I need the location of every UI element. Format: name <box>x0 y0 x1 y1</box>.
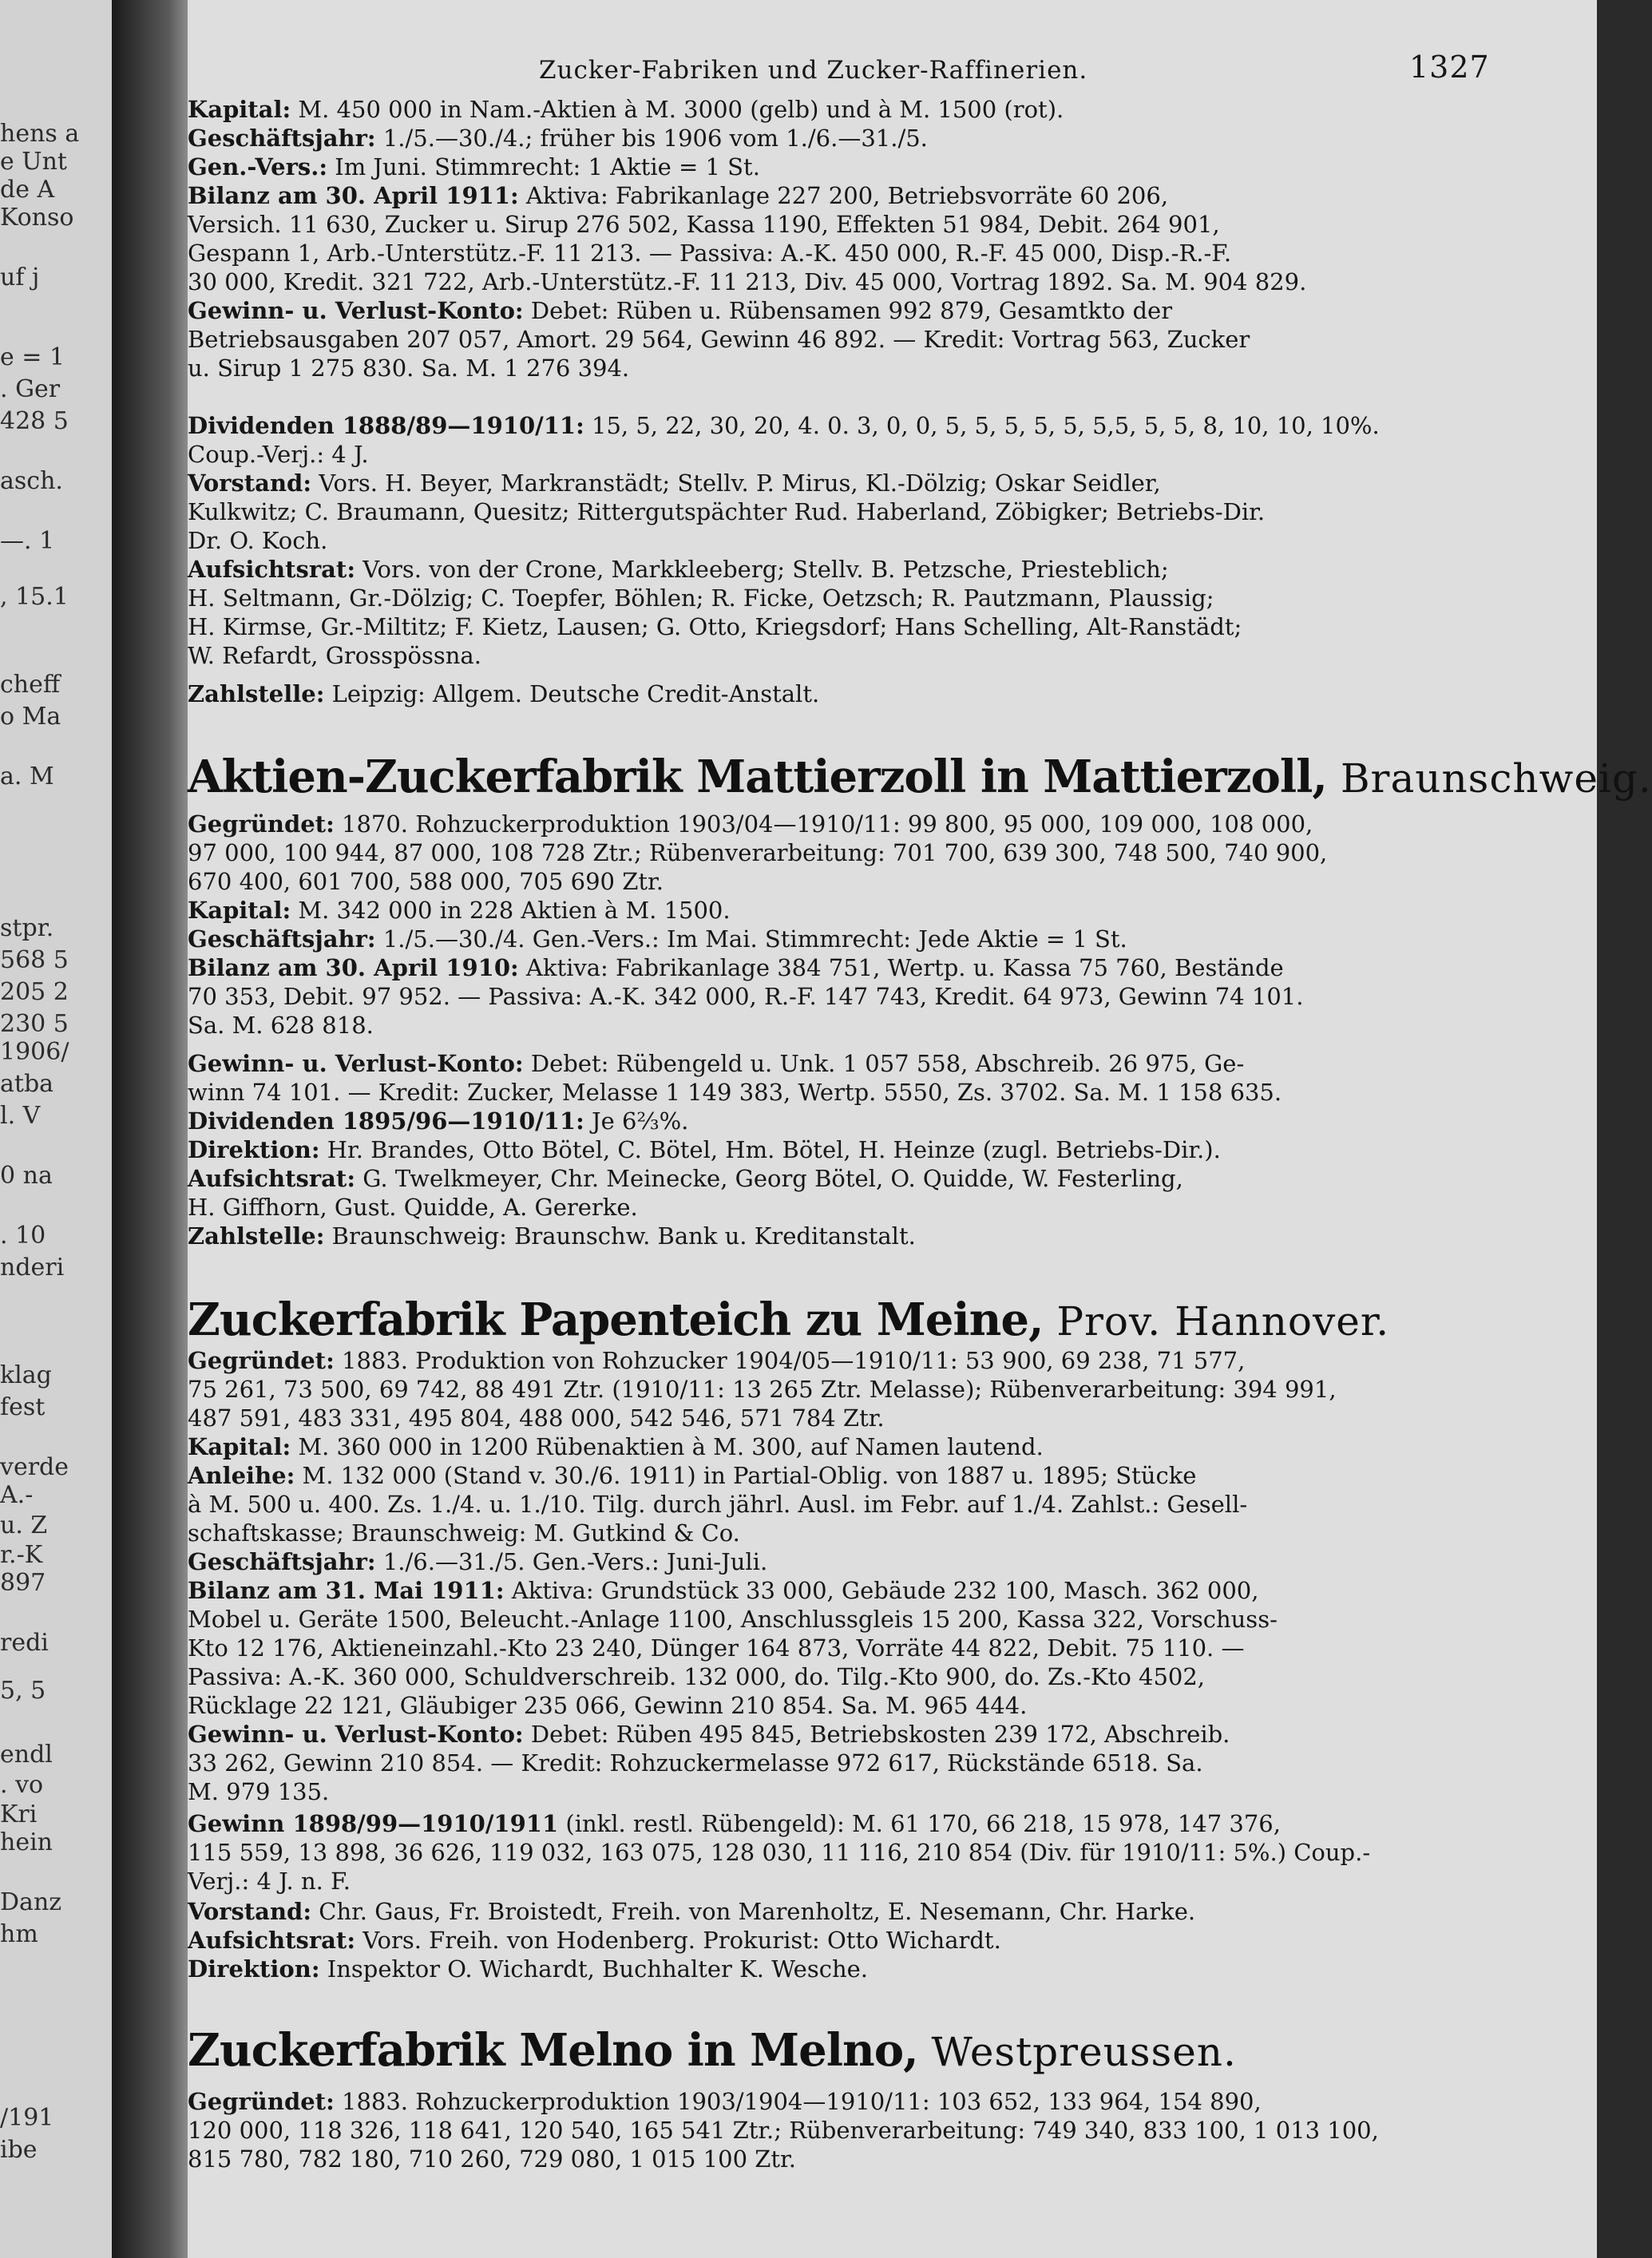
field-text: Mobel u. Geräte 1500, Beleucht.-Anlage 1100, Anschlussgleis 15 200, Kassa 322, Vorschuss- <box>188 1606 1278 1633</box>
field-label: Dividenden 1888/89—1910/11: <box>188 412 584 439</box>
entry-line <box>188 1519 1489 1547</box>
left-page-line: stpr. <box>0 914 54 942</box>
field-text: Kto 12 176, Aktieneinzahl.-Kto 23 240, Dünger 164 873, Vorräte 44 822, Debit. 75 110. — <box>188 1634 1245 1662</box>
field-text: H. Kirmse, Gr.-Miltitz; F. Kietz, Lausen; G. Otto, Kriegsdorf; Hans Schelling, Alt-Ranstädt; <box>188 613 1242 640</box>
field-label: Dividenden 1895/96—1910/11: <box>188 1107 584 1135</box>
entry-line <box>188 2117 1489 2144</box>
left-page-line: , 15.1 <box>0 583 69 611</box>
left-page-line: A.- <box>0 1481 34 1509</box>
entry-line <box>188 1194 1489 1221</box>
field-label: Anleihe: <box>188 1462 295 1489</box>
field-text: H. Giffhorn, Gust. Quidde, A. Gererke. <box>188 1194 638 1221</box>
left-page-line: Kri <box>0 1800 38 1828</box>
field-label: Geschäftsjahr: <box>188 1548 376 1575</box>
entry-line <box>188 1012 1489 1039</box>
left-page-line: klag <box>0 1361 52 1389</box>
entry-line <box>188 1606 1489 1633</box>
field-text: Coup.-Verj.: 4 J. <box>188 441 369 468</box>
entry-line <box>188 1462 1489 1489</box>
entry-line <box>188 983 1489 1010</box>
entry-line <box>188 1721 1489 1748</box>
field-text: Je 6⅔%. <box>584 1107 689 1135</box>
entry-line <box>188 1079 1489 1106</box>
left-page-line: —. 1 <box>0 527 55 555</box>
field-text: Dr. O. Koch. <box>188 527 328 554</box>
left-page-line: nderi <box>0 1254 65 1282</box>
left-page-line: a. M <box>0 763 54 790</box>
left-page-line: 230 5 <box>0 1010 69 1038</box>
field-text: 487 591, 483 331, 495 804, 488 000, 542 546, 571 784 Ztr. <box>188 1404 885 1432</box>
left-page-line: verde <box>0 1453 69 1481</box>
entry-line <box>188 326 1489 353</box>
company-title <box>188 1293 1389 1346</box>
field-text: M. 132 000 (Stand v. 30./6. 1911) in Partial-Oblig. von 1887 u. 1895; Stücke <box>295 1462 1197 1489</box>
field-text: Leipzig: Allgem. Deutsche Credit-Anstalt. <box>324 680 820 707</box>
field-text: (inkl. restl. Rübengeld): M. 61 170, 66 218, 15 978, 147 376, <box>558 1810 1281 1837</box>
field-label: Gen.-Vers.: <box>188 153 328 180</box>
company-name: Aktien-Zuckerfabrik Mattierzoll in Mattierzoll, <box>188 751 1327 803</box>
field-text: 1./5.—30./4.; früher bis 1906 vom 1./6.—31./5. <box>375 125 928 152</box>
field-text: W. Refardt, Grosspössna. <box>188 642 481 669</box>
field-text: Gespann 1, Arb.-Unterstütz.-F. 11 213. — Passiva: A.-K. 450 000, R.-F. 45 000, Disp.-R.-F. <box>188 240 1232 267</box>
company-title <box>188 751 1652 803</box>
entry-line <box>188 2145 1489 2173</box>
entry-line <box>188 1107 1489 1135</box>
field-label: Geschäftsjahr: <box>188 125 376 152</box>
field-text: M. 979 135. <box>188 1778 330 1805</box>
entry-line <box>188 1810 1489 1837</box>
entry-line <box>188 1868 1489 1895</box>
field-label: Bilanz am 31. Mai 1911: <box>188 1577 505 1604</box>
field-label: Aufsichtsrat: <box>188 556 356 583</box>
field-text: M. 342 000 in 228 Aktien à M. 1500. <box>291 897 731 924</box>
field-text: H. Seltmann, Gr.-Dölzig; C. Toepfer, Böhlen; R. Ficke, Oetzsch; R. Pautzmann, Plaussig; <box>188 584 1214 612</box>
entry-line <box>188 1927 1489 1954</box>
left-page-line: u. Z <box>0 1511 48 1539</box>
field-label: Gewinn 1898/99—1910/1911 <box>188 1810 559 1837</box>
left-page-line: e = 1 <box>0 343 65 371</box>
field-text: Im Juni. Stimmrecht: 1 Aktie = 1 St. <box>327 153 760 180</box>
entry-line <box>188 211 1489 238</box>
entry-line <box>188 1898 1489 1925</box>
left-page-line: 0 na <box>0 1162 53 1190</box>
field-text: 75 261, 73 500, 69 742, 88 491 Ztr. (1910/11: 13 265 Ztr. Melasse); Rübenverarbeitung: 394 991, <box>188 1376 1337 1403</box>
left-page-line: 568 5 <box>0 946 69 974</box>
entry-line <box>188 1136 1489 1163</box>
field-text: Inspektor O. Wichardt, Buchhalter K. Wesche. <box>319 1955 869 1983</box>
field-text: Versich. 11 630, Zucker u. Sirup 276 502, Kassa 1190, Effekten 51 984, Debit. 264 901, <box>188 211 1220 238</box>
field-label: Direktion: <box>188 1136 320 1163</box>
left-page-line: fest <box>0 1393 46 1421</box>
left-page-line: redi <box>0 1629 49 1657</box>
entry-line <box>188 1955 1489 1983</box>
field-text: Betriebsausgaben 207 057, Amort. 29 564, Gewinn 46 892. — Kredit: Vortrag 563, Zucker <box>188 326 1250 353</box>
field-label: Bilanz am 30. April 1911: <box>188 182 519 209</box>
entry-line <box>188 1165 1489 1192</box>
field-text: M. 450 000 in Nam.-Aktien à M. 3000 (gelb) und à M. 1500 (rot). <box>291 96 1064 123</box>
field-text: 33 262, Gewinn 210 854. — Kredit: Rohzuckermelasse 972 617, Rückstände 6518. Sa. <box>188 1749 1203 1777</box>
left-page-line: 5, 5 <box>0 1677 46 1705</box>
entry-line <box>188 1548 1489 1575</box>
entry-line <box>188 1404 1489 1432</box>
field-text: 120 000, 118 326, 118 641, 120 540, 165 541 Ztr.; Rübenverarbeitung: 749 340, 833 100, 1 013 100, <box>188 2117 1379 2144</box>
field-text: Chr. Gaus, Fr. Broistedt, Freih. von Marenholtz, E. Nesemann, Chr. Harke. <box>311 1898 1196 1925</box>
left-page-line: e Unt <box>0 148 67 176</box>
field-text: Rücklage 22 121, Gläubiger 235 066, Gewinn 210 854. Sa. M. 965 444. <box>188 1692 1028 1719</box>
entry-line <box>188 355 1489 382</box>
field-text: 30 000, Kredit. 321 722, Arb.-Unterstütz.-F. 11 213, Div. 45 000, Vortrag 1892. Sa. M. 904 829. <box>188 268 1307 295</box>
field-text: Sa. M. 628 818. <box>188 1012 374 1039</box>
entry-line <box>188 925 1489 953</box>
left-page-line: . Ger <box>0 375 61 403</box>
left-page-line: cheff <box>0 671 61 699</box>
field-text: Braunschweig: Braunschw. Bank u. Kreditanstalt. <box>324 1222 916 1250</box>
left-page-line: hens a <box>0 120 80 148</box>
field-text: Debet: Rübengeld u. Unk. 1 057 558, Abschreib. 26 975, Ge- <box>523 1050 1245 1077</box>
field-label: Gegründet: <box>188 2088 335 2115</box>
field-label: Gegründet: <box>188 1347 335 1374</box>
entry-line <box>188 1692 1489 1719</box>
company-name: Zuckerfabrik Melno in Melno, <box>188 2024 918 2077</box>
left-page-line: o Ma <box>0 703 61 731</box>
entry-line <box>188 297 1489 324</box>
entry-line <box>188 240 1489 267</box>
page-number: 1327 <box>1409 50 1490 85</box>
entry-line <box>188 96 1489 123</box>
field-text: Aktiva: Grundstück 33 000, Gebäude 232 100, Masch. 362 000, <box>504 1577 1259 1604</box>
entry-line <box>188 584 1489 612</box>
left-page-line: de A <box>0 176 55 204</box>
entry-line <box>188 613 1489 640</box>
entry-line <box>188 954 1489 981</box>
entry-line <box>188 125 1489 152</box>
entry-line <box>188 469 1489 497</box>
left-page-line: 1906/ <box>0 1038 69 1066</box>
field-label: Vorstand: <box>188 1898 312 1925</box>
field-label: Geschäftsjahr: <box>188 925 376 953</box>
left-page-line: Konso <box>0 204 74 232</box>
left-page-line: 428 5 <box>0 407 69 435</box>
field-text: Hr. Brandes, Otto Bötel, C. Bötel, Hm. Bötel, H. Heinze (zugl. Betriebs-Dir.). <box>319 1136 1221 1163</box>
entry-line <box>188 1749 1489 1777</box>
field-text: 670 400, 601 700, 588 000, 705 690 Ztr. <box>188 868 664 895</box>
entry-line <box>188 868 1489 895</box>
entry-line <box>188 1634 1489 1662</box>
entry-line <box>188 1050 1489 1077</box>
field-label: Kapital: <box>188 96 291 123</box>
field-text: 1./5.—30./4. Gen.-Vers.: Im Mai. Stimmrecht: Jede Aktie = 1 St. <box>375 925 1127 953</box>
left-page-margin <box>0 0 112 2258</box>
field-text: Kulkwitz; C. Braumann, Quesitz; Rittergutspächter Rud. Haberland, Zöbigker; Betriebs-Dir. <box>188 498 1266 525</box>
entry-line <box>188 1778 1489 1805</box>
entry-line <box>188 412 1489 439</box>
left-page-line: atba <box>0 1070 54 1098</box>
entry-line <box>188 1222 1489 1250</box>
field-text: 1./6.—31./5. Gen.-Vers.: Juni-Juli. <box>375 1548 768 1575</box>
field-text: 1883. Rohzuckerproduktion 1903/1904—1910/11: 103 652, 133 964, 154 890, <box>334 2088 1262 2115</box>
left-page-line: . 10 <box>0 1222 46 1250</box>
field-text: Passiva: A.-K. 360 000, Schuldverschreib. 132 000, do. Tilg.-Kto 900, do. Zs.-Kto 4502, <box>188 1663 1206 1690</box>
field-label: Bilanz am 30. April 1910: <box>188 954 519 981</box>
field-label: Aufsichtsrat: <box>188 1927 356 1954</box>
company-location: Prov. Hannover. <box>1043 1298 1390 1345</box>
entry-line <box>188 642 1489 669</box>
field-label: Kapital: <box>188 897 291 924</box>
field-label: Zahlstelle: <box>188 1222 325 1250</box>
field-label: Vorstand: <box>188 469 312 497</box>
field-label: Gewinn- u. Verlust-Konto: <box>188 1721 524 1748</box>
entry-line <box>188 680 1489 707</box>
left-page-line: 205 2 <box>0 978 69 1006</box>
entry-line <box>188 1491 1489 1518</box>
field-text: Aktiva: Fabrikanlage 227 200, Betriebsvorräte 60 206, <box>518 182 1169 209</box>
book-page <box>188 0 1652 2258</box>
field-text: 1870. Rohzuckerproduktion 1903/04—1910/11: 99 800, 95 000, 109 000, 108 000, <box>334 810 1313 838</box>
entry-line <box>188 1433 1489 1460</box>
field-text: Debet: Rüben u. Rübensamen 992 879, Gesamtkto der <box>523 297 1173 324</box>
left-page-line: uf j <box>0 263 40 291</box>
field-text: Debet: Rüben 495 845, Betriebskosten 239 172, Abschreib. <box>523 1721 1230 1748</box>
left-page-line: l. V <box>0 1102 41 1130</box>
field-text: Vors. Freih. von Hodenberg. Prokurist: Otto Wichardt. <box>355 1927 1001 1954</box>
company-name: Zuckerfabrik Papenteich zu Meine, <box>188 1293 1044 1346</box>
left-page-line: 897 <box>0 1569 46 1597</box>
field-text: M. 360 000 in 1200 Rübenaktien à M. 300, auf Namen lautend. <box>291 1433 1044 1460</box>
field-label: Aufsichtsrat: <box>188 1165 356 1192</box>
company-location: Braunschweig. <box>1326 755 1652 802</box>
left-page-line: hein <box>0 1828 53 1856</box>
field-label: Direktion: <box>188 1955 320 1983</box>
field-label: Zahlstelle: <box>188 680 325 707</box>
field-text: winn 74 101. — Kredit: Zucker, Melasse 1 149 383, Wertp. 5550, Zs. 3702. Sa. M. 1 158 635. <box>188 1079 1282 1106</box>
entry-line <box>188 1663 1489 1690</box>
entry-line <box>188 556 1489 583</box>
entry-line <box>188 527 1489 554</box>
field-text: Verj.: 4 J. n. F. <box>188 1868 351 1895</box>
left-page-line: hm <box>0 1920 38 1948</box>
book-gutter <box>112 0 188 2258</box>
field-text: u. Sirup 1 275 830. Sa. M. 1 276 394. <box>188 355 630 382</box>
field-label: Gewinn- u. Verlust-Konto: <box>188 1050 524 1077</box>
entry-line <box>188 1839 1489 1866</box>
left-page-line: r.-K <box>0 1541 43 1569</box>
left-page-line: endl <box>0 1741 53 1769</box>
running-title: Zucker-Fabriken und Zucker-Raffinerien. <box>539 56 1088 85</box>
entry-line <box>188 810 1489 838</box>
left-page-line: asch. <box>0 467 63 495</box>
entry-line <box>188 2088 1489 2115</box>
company-title <box>188 2024 1237 2077</box>
field-text: 70 353, Debit. 97 952. — Passiva: A.-K. 342 000, R.-F. 147 743, Kredit. 64 973, Gewinn 74 101. <box>188 983 1304 1010</box>
field-text: 97 000, 100 944, 87 000, 108 728 Ztr.; Rübenverarbeitung: 701 700, 639 300, 748 500, 740 900, <box>188 839 1328 866</box>
company-location: Westpreussen. <box>917 2029 1237 2075</box>
field-label: Gegründet: <box>188 810 335 838</box>
entry-line <box>188 441 1489 468</box>
field-text: 815 780, 782 180, 710 260, 729 080, 1 015 100 Ztr. <box>188 2145 796 2173</box>
left-page-line: /191 <box>0 2104 54 2132</box>
field-text: 115 559, 13 898, 36 626, 119 032, 163 075, 128 030, 11 116, 210 854 (Div. für 1910/11: 5%.) Coup.- <box>188 1839 1371 1866</box>
field-text: G. Twelkmeyer, Chr. Meinecke, Georg Bötel, O. Quidde, W. Festerling, <box>355 1165 1183 1192</box>
entry-line <box>188 1347 1489 1374</box>
field-label: Gewinn- u. Verlust-Konto: <box>188 297 524 324</box>
field-text: 1883. Produktion von Rohzucker 1904/05—1910/11: 53 900, 69 238, 71 577, <box>334 1347 1246 1374</box>
field-label: Kapital: <box>188 1433 291 1460</box>
field-text: Vors. von der Crone, Markkleeberg; Stellv. B. Petzsche, Priesteblich; <box>355 556 1169 583</box>
field-text: 15, 5, 22, 30, 20, 4. 0. 3, 0, 0, 5, 5, 5, 5, 5, 5,5, 5, 5, 8, 10, 10, 10%. <box>584 412 1380 439</box>
entry-line <box>188 182 1489 209</box>
entry-line <box>188 1376 1489 1403</box>
left-page-line: . vo <box>0 1771 44 1799</box>
left-page-line: Danz <box>0 1888 62 1916</box>
field-text: Vors. H. Beyer, Markranstädt; Stellv. P. Mirus, Kl.-Dölzig; Oskar Seidler, <box>311 469 1161 497</box>
entry-line <box>188 153 1489 180</box>
entry-line <box>188 498 1489 525</box>
entry-line <box>188 1577 1489 1604</box>
entry-line <box>188 839 1489 866</box>
field-text: à M. 500 u. 400. Zs. 1./4. u. 1./10. Tilg. durch jährl. Ausl. im Febr. auf 1./4. Zahlst.: Gesell- <box>188 1491 1248 1518</box>
entry-line <box>188 897 1489 924</box>
entry-line <box>188 268 1489 295</box>
field-text: schaftskasse; Braunschweig: M. Gutkind & Co. <box>188 1519 740 1547</box>
field-text: Aktiva: Fabrikanlage 384 751, Wertp. u. Kassa 75 760, Bestände <box>518 954 1284 981</box>
left-page-line: ibe <box>0 2136 38 2164</box>
